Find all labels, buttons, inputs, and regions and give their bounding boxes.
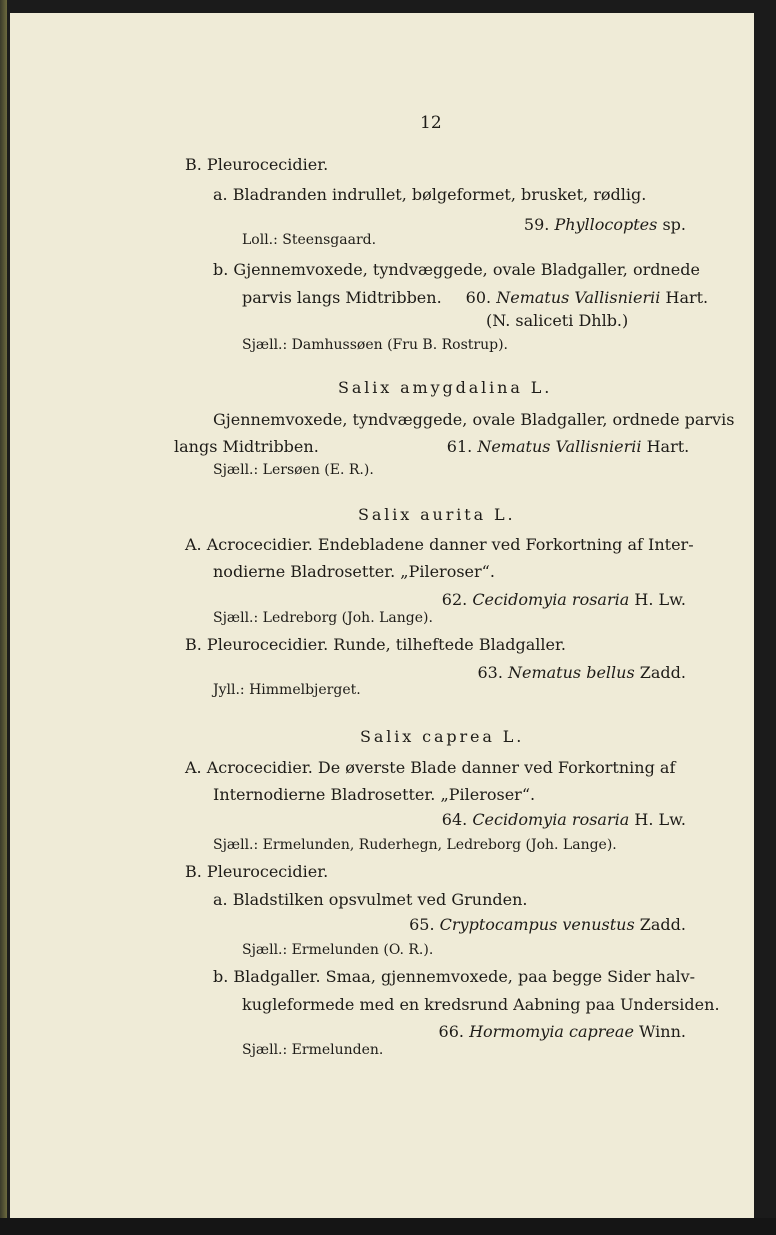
species-author: sp. <box>662 215 686 234</box>
entry-number: 62. <box>441 590 468 609</box>
locality-line: Loll.: Steensgaard. <box>242 232 377 248</box>
species-heading: Salix amygdalina L. <box>338 378 553 397</box>
description-line: b. Gjennemvoxede, tyndvæggede, ovale Bladgaller, ordnede <box>213 260 700 279</box>
synonym-line: (N. saliceti Dhlb.) <box>486 311 629 330</box>
description-line: nodierne Bladrosetter. „Pileroser“. <box>213 562 495 581</box>
description-line: langs Midtribben. 61. Nematus Vallisnierii Hart. <box>174 437 690 456</box>
entry-number: 60. <box>465 288 492 307</box>
species-heading: Salix caprea L. <box>360 727 525 746</box>
species-author: Winn. <box>639 1022 686 1041</box>
species-author: Zadd. <box>639 915 686 934</box>
locality-line: Sjæll.: Ermelunden (O. R.). <box>242 942 434 958</box>
species-entry <box>442 810 686 830</box>
species-entry <box>409 915 686 935</box>
species-name: Nematus bellus <box>508 663 635 682</box>
species-name: Cecidomyia rosaria <box>472 590 630 609</box>
section-heading: B. Pleurocecidier. <box>185 155 329 174</box>
entry-number: 59. <box>523 215 550 234</box>
locality-line: Sjæll.: Ermelunden, Ruderhegn, Ledreborg (Joh. Lange). <box>213 837 617 853</box>
locality-line: Sjæll.: Ledreborg (Joh. Lange). <box>213 610 433 626</box>
species-name: Hormomyia capreae <box>469 1022 634 1041</box>
description-line: kugleformede med en kredsrund Aabning paa Undersiden. <box>242 995 720 1014</box>
species-entry <box>477 663 686 683</box>
species-author: Hart. <box>646 437 690 456</box>
description-line: parvis langs Midtribben. 60. Nematus Vallisnierii Hart. <box>242 288 709 307</box>
species-entry <box>442 590 686 610</box>
section-heading: A. Acrocecidier. Endebladene danner ved Forkortning af Inter- <box>185 535 694 554</box>
description-line: b. Bladgaller. Smaa, gjennemvoxede, paa begge Sider halv- <box>213 967 696 986</box>
species-author: H. Lw. <box>634 810 686 829</box>
species-name: Nematus Vallisnierii <box>477 437 642 456</box>
section-heading: B. Pleurocecidier. Runde, tilheftede Bladgaller. <box>185 635 566 654</box>
species-name: Cecidomyia rosaria <box>472 810 630 829</box>
species-author: Hart. <box>665 288 709 307</box>
locality-line: Sjæll.: Ermelunden. <box>242 1042 384 1058</box>
locality-line: Jyll.: Himmelbjerget. <box>213 682 361 698</box>
page-spine <box>0 0 7 1235</box>
species-entry <box>524 215 686 235</box>
species-name: Phyllocoptes <box>554 215 658 234</box>
species-entry <box>439 1022 686 1042</box>
page-bottom-edge <box>0 1218 776 1235</box>
species-name: Nematus Vallisnierii <box>496 288 661 307</box>
section-heading: A. Acrocecidier. De øverste Blade danner ved Forkortning af <box>185 758 676 777</box>
species-heading: Salix aurita L. <box>358 505 516 524</box>
species-author: Zadd. <box>639 663 686 682</box>
entry-number: 66. <box>438 1022 464 1041</box>
entry-number: 61. <box>446 437 473 456</box>
locality-line: Sjæll.: Lersøen (E. R.). <box>213 462 374 478</box>
page-number: 12 <box>420 113 442 133</box>
description-line: a. Bladstilken opsvulmet ved Grunden. <box>213 890 528 909</box>
description-line: Internodierne Bladrosetter. „Pileroser“. <box>213 785 536 804</box>
section-heading: B. Pleurocecidier. <box>185 862 329 881</box>
species-name: Cryptocampus venustus <box>439 915 635 934</box>
species-author: H. Lw. <box>634 590 686 609</box>
entry-number: 63. <box>477 663 503 682</box>
locality-line: Sjæll.: Damhussøen (Fru B. Rostrup). <box>242 337 508 353</box>
description-line: a. Bladranden indrullet, bølgeformet, brusket, rødlig. <box>213 185 647 204</box>
entry-number: 64. <box>441 810 468 829</box>
entry-number: 65. <box>409 915 435 934</box>
description-line: Gjennemvoxede, tyndvæggede, ovale Bladgaller, ordnede parvis <box>213 410 735 429</box>
